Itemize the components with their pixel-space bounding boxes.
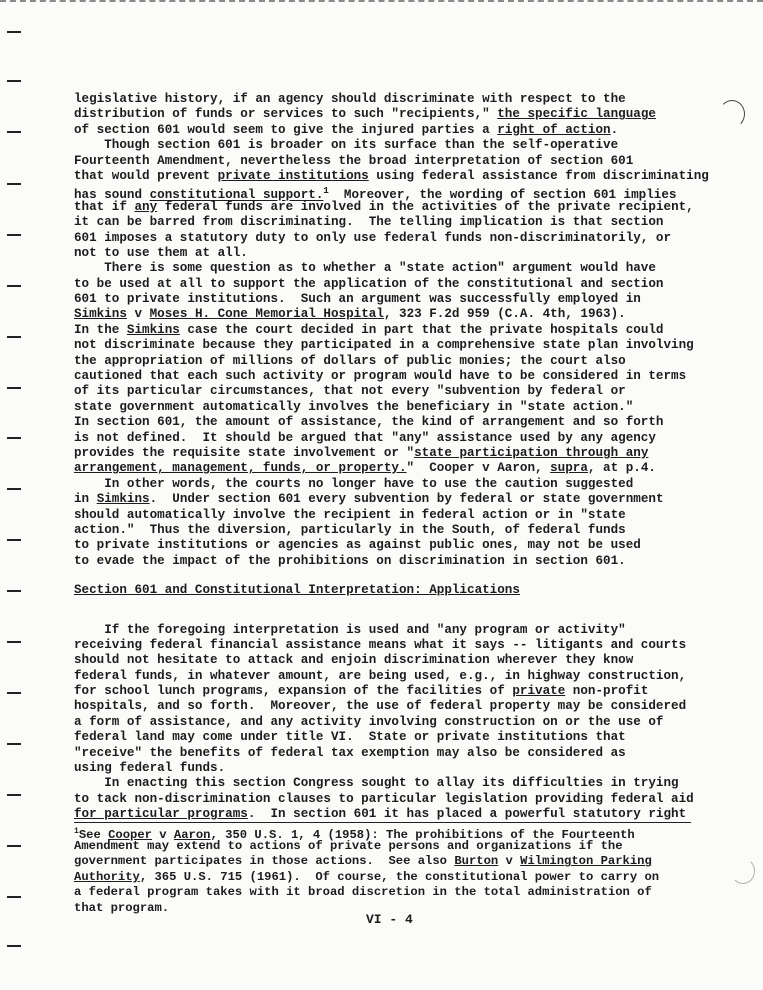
text-line: it can be barred from discriminating. The telling implication is that section: [74, 215, 664, 230]
text-line: to private institutions or agencies as against public ones, may not be used: [74, 538, 641, 553]
text-line: state government automatically involves the beneficiary in "state action.": [74, 399, 634, 414]
text-line: of its particular circumstances, that not every "subvention by federal or: [74, 384, 626, 399]
text-line: the appropriation of millions of dollars of public monies; the court also: [74, 353, 626, 368]
section-heading: [74, 583, 714, 598]
footnote-line: Amendment may extend to actions of private persons and organizations if the: [74, 838, 623, 853]
margin-punch-mark: [7, 387, 21, 389]
margin-punch-mark: [7, 437, 21, 439]
text-line: should automatically involve the recipient in federal action or in "state: [74, 507, 626, 522]
text-line: "receive" the benefits of federal tax exemption may also be considered as: [74, 745, 626, 760]
text-line: If the foregoing interpretation is used and "any program or activity": [74, 622, 626, 637]
text-line: cautioned that each such activity or program would have to be considered in terms: [74, 369, 687, 384]
margin-punch-mark: [7, 285, 21, 287]
binder-ring-mark: [719, 100, 745, 128]
text-line: [74, 446, 714, 461]
footnote-line: [74, 870, 714, 885]
case-name: Aaron: [173, 827, 211, 842]
margin-punch-mark: [7, 794, 21, 796]
text-run: , 365 U.S. 715 (1961). Of course, the constitutional power to carry on: [139, 869, 660, 884]
text-line: to be used at all to support the application of the constitutional and section: [74, 276, 664, 291]
text-line: receiving federal financial assistance means what it says -- litigants and courts: [74, 637, 687, 652]
binder-ring-mark-lower: [731, 858, 755, 884]
case-name: Simkins: [74, 307, 127, 322]
case-name: Cooper: [108, 827, 152, 842]
footnote-line: [74, 824, 714, 842]
footnote-line: that program.: [74, 900, 170, 915]
text-line: 601 imposes a statutory duty to only use federal funds non-discriminatorily, or: [74, 230, 672, 245]
text-line: There is some question as to whether a "state action" argument would have: [74, 261, 656, 276]
spacer: [74, 569, 714, 579]
underlined-phrase: any: [134, 199, 158, 214]
text-line: federal funds, in whatever amount, are being used, e.g., in highway construction,: [74, 668, 687, 683]
text-line: action." Thus the diversion, particularly in the South, of federal funds: [74, 522, 626, 537]
spacer: [74, 599, 714, 613]
margin-punch-mark: [7, 80, 21, 82]
footnote-line: a federal program takes with it broad discretion in the total administration of: [74, 885, 652, 900]
text-line: [74, 492, 714, 507]
text-line: to evade the impact of the prohibitions on discrimination in section 601.: [74, 553, 626, 568]
text-run: of section 601 would seem to give the injured parties a: [74, 122, 498, 137]
underlined-phrase: state participation through any: [414, 445, 649, 460]
text-run: in: [74, 492, 97, 507]
margin-punch-mark: [7, 488, 21, 490]
case-name: Wilmington Parking: [520, 854, 652, 869]
text-line: [74, 107, 714, 122]
text-line: a form of assistance, and any activity involving construction on or the use of: [74, 714, 664, 729]
margin-punch-mark: [7, 641, 21, 643]
text-run: v: [151, 827, 174, 842]
heading-text: Section 601 and Constitutional Interpretation:: [74, 583, 422, 598]
margin-punch-mark: [7, 692, 21, 694]
page-top-border: [0, 0, 763, 2]
text-run: , 323 F.2d 959 (C.A. 4th, 1963).: [383, 307, 626, 322]
text-run: provides the requisite state involvement or ": [74, 445, 415, 460]
text-line: In enacting this section Congress sought to allay its difficulties in trying: [74, 776, 679, 791]
text-line: [74, 123, 714, 138]
underlined-phrase: constitutional support.: [149, 188, 324, 203]
footnote-number: 1: [74, 826, 79, 836]
underlined-phrase: private: [512, 684, 566, 699]
margin-punch-mark: [7, 539, 21, 541]
text-run: case the court decided in part that the private hospitals could: [179, 322, 664, 337]
text-line: In other words, the courts no longer have to use the caution suggested: [74, 476, 634, 491]
text-run: . In section 601 it has placed a powerful statutory right: [247, 807, 687, 822]
text-line: using federal funds.: [74, 761, 226, 776]
footnote-line: [74, 854, 714, 869]
text-line: to tack non-discrimination clauses to particular legislation providing federal aid: [74, 791, 694, 806]
margin-punch-mark: [7, 945, 21, 947]
text-line: not discriminate because they participated in a comprehensive state plan involving: [74, 338, 694, 353]
text-run: government participates in those actions. See also: [74, 854, 455, 869]
underlined-phrase: right of action: [497, 122, 611, 137]
text-line: [74, 323, 714, 338]
underlined-phrase: private institutions: [217, 168, 369, 183]
text-line: hospitals, and so forth. Moreover, the use of federal property may be considered: [74, 699, 687, 714]
text-line: not to use them at all.: [74, 245, 248, 260]
text-run: , 350 U.S. 1, 4 (1958): The prohibitions of the Fourteenth: [210, 827, 635, 842]
text-line: [74, 807, 714, 822]
margin-punch-mark: [7, 234, 21, 236]
spacer: [74, 613, 714, 623]
page-number: VI - 4: [366, 912, 413, 927]
document-body: [74, 92, 714, 916]
text-run: . Under section 601 every subvention by federal or state government: [149, 492, 664, 507]
margin-punch-mark: [7, 845, 21, 847]
text-run: federal funds are involved in the activities of the private recipient,: [157, 199, 694, 214]
text-line: is not defined. It should be argued that "any" assistance used by any agency: [74, 430, 656, 445]
text-run: .: [610, 122, 619, 137]
margin-punch-mark: [7, 896, 21, 898]
text-run: , at p.4.: [587, 461, 656, 476]
text-line: Fourteenth Amendment, nevertheless the broad interpretation of section 601: [74, 153, 634, 168]
margin-punch-mark: [7, 743, 21, 745]
text-run: using federal assistance from discriminating: [368, 168, 709, 183]
underlined-phrase: the specific language: [497, 107, 656, 122]
text-run: In the: [74, 322, 127, 337]
underlined-phrase: for particular programs: [74, 807, 248, 822]
case-name: Authority: [74, 869, 140, 884]
text-line: [74, 184, 714, 203]
heading-text: Applications: [429, 583, 520, 598]
text-run: that would prevent: [74, 168, 218, 183]
case-name: Simkins: [96, 492, 150, 507]
text-line: [74, 169, 714, 184]
text-run: non-profit: [565, 684, 649, 699]
text-run: See: [78, 827, 109, 842]
text-line: [74, 684, 714, 699]
margin-punch-mark: [7, 183, 21, 185]
text-run: that if: [74, 199, 135, 214]
text-line: In section 601, the amount of assistance, the kind of arrangement and so forth: [74, 415, 664, 430]
text-line: federal land may come under title VI. State or private institutions that: [74, 730, 626, 745]
margin-punch-mark: [7, 336, 21, 338]
underlined-phrase: supra: [550, 461, 588, 476]
text-run: " Cooper v Aaron,: [406, 461, 551, 476]
margin-punch-mark: [7, 131, 21, 133]
text-line: legislative history, if an agency should discriminate with respect to the: [74, 92, 626, 106]
underlined-phrase: arrangement, management, funds, or property.: [74, 461, 407, 476]
text-line: [74, 200, 714, 215]
text-line: 601 to private institutions. Such an argument was successfully employed in: [74, 292, 641, 307]
text-line: [74, 461, 714, 476]
text-run: for school lunch programs, expansion of the facilities of: [74, 684, 513, 699]
case-name: Burton: [454, 854, 499, 869]
margin-punch-mark: [7, 31, 21, 33]
footnote-reference: 1: [323, 186, 329, 197]
case-name: Simkins: [126, 322, 180, 337]
margin-punch-mark: [7, 590, 21, 592]
text-line: should not hesitate to attack and enjoin discrimination wherever they know: [74, 653, 634, 668]
text-run: Moreover, the wording of section 601 implies: [328, 188, 677, 203]
text-run: has sound: [74, 188, 150, 203]
text-line: [74, 307, 714, 322]
text-run: v: [498, 854, 521, 869]
text-run: v: [126, 307, 150, 322]
text-run: distribution of funds or services to such "recipients,": [74, 107, 498, 122]
case-name: Moses H. Cone Memorial Hospital: [149, 307, 384, 322]
footnote-rule: [74, 822, 691, 823]
text-line: Though section 601 is broader on its surface than the self-operative: [74, 138, 619, 153]
